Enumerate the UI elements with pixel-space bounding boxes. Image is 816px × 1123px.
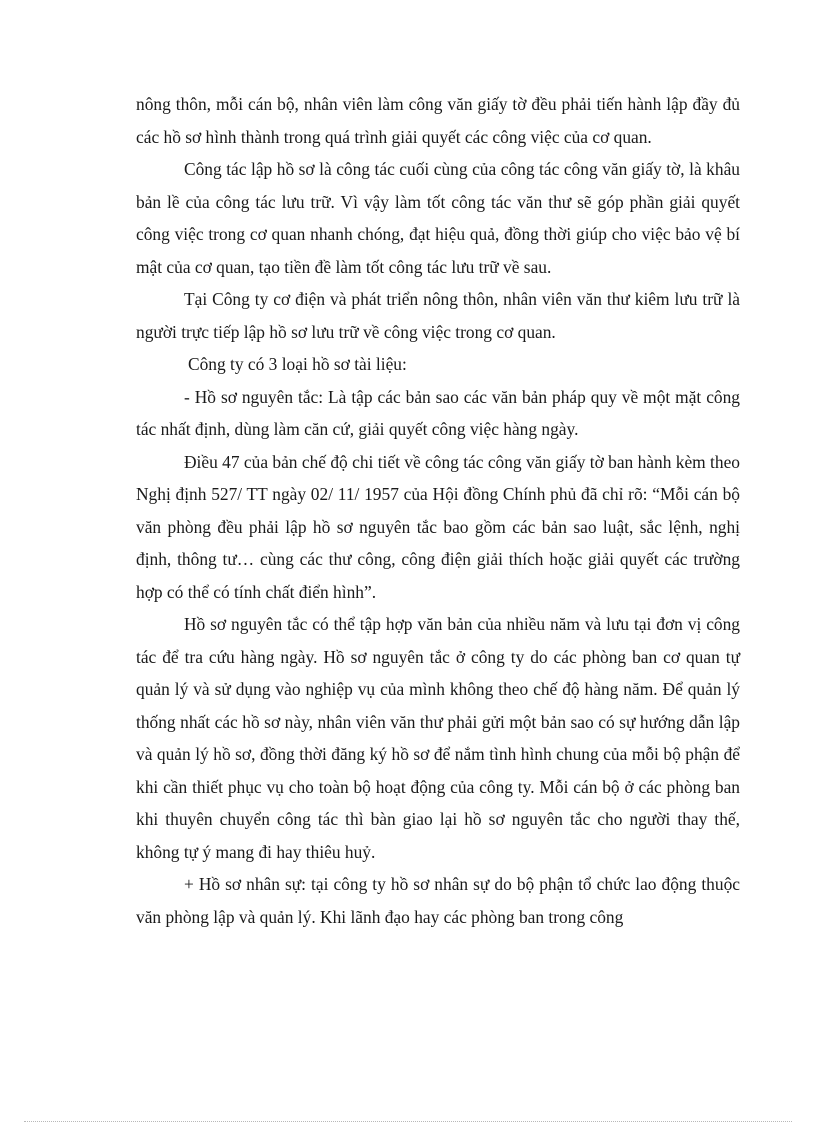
paragraph-records-work: Công tác lập hồ sơ là công tác cuối cùng của công tác công văn giấy tờ, là khâu bản lề của công tác lưu trữ. Vì vậy làm tốt công tác văn thư sẽ góp phần giải quyết công việc trong cơ quan nhanh chóng, đạt hiệu quả, đồng thời giúp cho việc bảo vệ bí mật của cơ quan, tạo tiền đề làm tốt công tác lưu trữ về sau. bbox=[136, 159, 740, 277]
body-text bbox=[136, 88, 740, 933]
paragraph-company-archivist: Tại Công ty cơ điện và phát triển nông thôn, nhân viên văn thư kiêm lưu trữ là người trực tiếp lập hồ sơ lưu trữ về công việc trong cơ quan. bbox=[136, 289, 740, 342]
paragraph-principle-records-detail: Hồ sơ nguyên tắc có thể tập hợp văn bản của nhiều năm và lưu tại đơn vị công tác để tra cứu hàng ngày. Hồ sơ nguyên tắc ở công ty do các phòng ban cơ quan tự quản lý và sử dụng vào nghiệp vụ của mình không theo chế độ hàng năm. Để quản lý thống nhất các hồ sơ này, nhân viên văn thư phải gửi một bản sao có sự hướng dẫn lập và quản lý hồ sơ, đồng thời đăng ký hồ sơ để nắm tình hình chung của mỗi bộ phận để khi cần thiết phục vụ cho toàn bộ hoạt động của công ty. Mỗi cán bộ ở các phòng ban khi thuyên chuyển công tác thì bàn giao lại hồ sơ nguyên tắc cho người thay thế, không tự ý mang đi hay thiêu huỷ. bbox=[136, 614, 740, 862]
paragraph-record-types-intro: Công ty có 3 loại hồ sơ tài liệu: bbox=[188, 354, 407, 374]
page-bottom-divider bbox=[24, 1121, 792, 1122]
paragraph-personnel-records: + Hồ sơ nhân sự: tại công ty hồ sơ nhân sự do bộ phận tổ chức lao động thuộc văn phòng lập và quản lý. Khi lãnh đạo hay các phòng ban trong công bbox=[136, 874, 740, 927]
paragraph-article-47: Điều 47 của bản chế độ chi tiết về công tác công văn giấy tờ ban hành kèm theo Nghị định 527/ TT ngày 02/ 11/ 1957 của Hội đồng Chính phủ đã chỉ rõ: “Mỗi cán bộ văn phòng đều phải lập hồ sơ nguyên tắc bao gồm các bản sao luật, sắc lệnh, nghị định, thông tư… cùng các thư công, công điện giải thích hoặc giải quyết các trường hợp có thể có tính chất điển hình”. bbox=[136, 451, 740, 602]
paragraph-continuation: nông thôn, mỗi cán bộ, nhân viên làm công văn giấy tờ đều phải tiến hành lập đầy đủ các hồ sơ hình thành trong quá trình giải quyết các công việc của cơ quan. bbox=[136, 94, 740, 147]
paragraph-principle-records: - Hồ sơ nguyên tắc: Là tập các bản sao các văn bản pháp quy về một mặt công tác nhất định, dùng làm căn cứ, giải quyết công việc hàng ngày. bbox=[136, 386, 740, 439]
